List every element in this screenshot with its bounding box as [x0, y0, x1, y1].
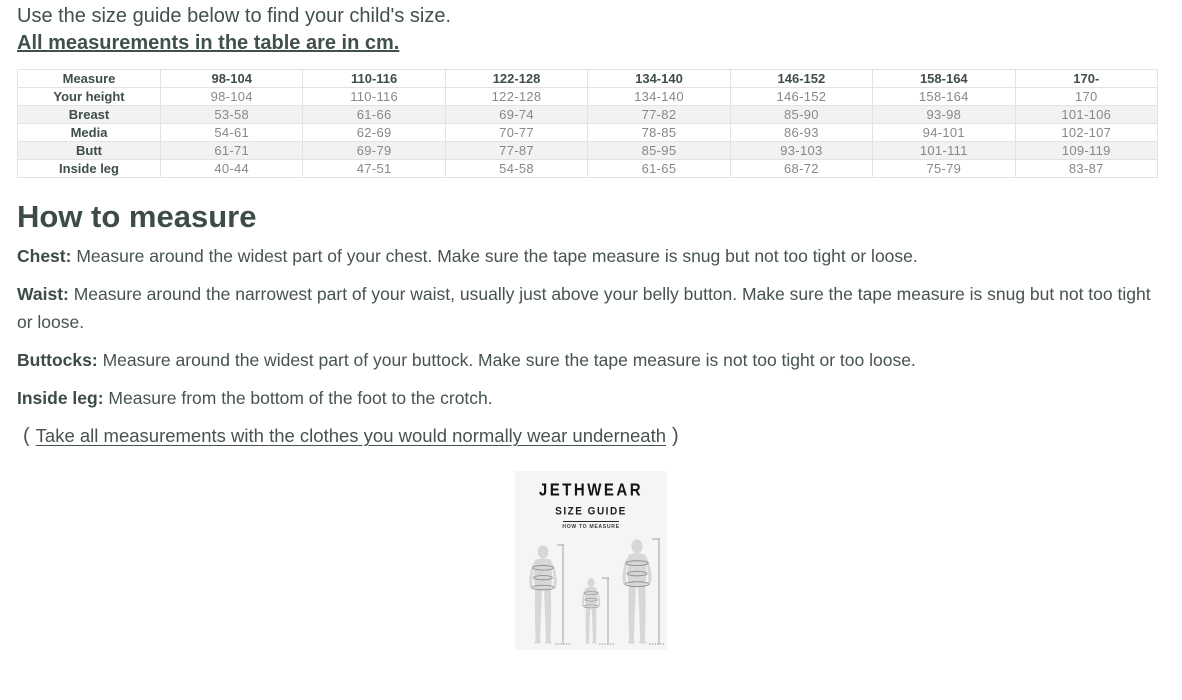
table-cell: 68-72: [730, 160, 872, 178]
table-header-row: [18, 70, 1158, 88]
table-cell: 53-58: [161, 106, 303, 124]
open-paren: (: [23, 425, 30, 447]
intro-text: Use the size guide below to find your child's size.: [17, 5, 452, 27]
table-row-breast: [18, 106, 1158, 124]
size-chart-table: [17, 69, 1158, 178]
brand-logo: JETHWEAR: [538, 480, 644, 501]
table-cell: 78-85: [588, 124, 730, 142]
table-cell: 69-74: [445, 106, 587, 124]
table-cell: 77-82: [588, 106, 730, 124]
table-cell: 134-140: [588, 88, 730, 106]
table-cell: 93-103: [730, 142, 872, 160]
column-header-measure: Measure: [18, 70, 161, 88]
table-cell: 94-101: [873, 124, 1015, 142]
table-cell: 85-90: [730, 106, 872, 124]
table-cell: 98-104: [161, 88, 303, 106]
column-header-122-128: 122-128: [445, 70, 587, 88]
table-cell: 70-77: [445, 124, 587, 142]
table-row-media: [18, 124, 1158, 142]
table-cell: 158-164: [873, 88, 1015, 106]
table-cell: 110-116: [303, 88, 445, 106]
table-cell: 101-106: [1015, 106, 1157, 124]
table-cell: 69-79: [303, 142, 445, 160]
size-guide-illustration: [515, 531, 667, 650]
row-label-butt: Butt: [18, 142, 161, 160]
column-header-158-164: 158-164: [873, 70, 1015, 88]
column-header-110-116: 110-116: [303, 70, 445, 88]
measure-item-waist: [17, 280, 1165, 336]
table-row-butt: [18, 142, 1158, 160]
row-label-your-height: Your height: [18, 88, 161, 106]
table-cell: 54-61: [161, 124, 303, 142]
close-paren: ): [672, 425, 679, 447]
table-cell: 77-87: [445, 142, 587, 160]
table-cell: 93-98: [873, 106, 1015, 124]
image-subtitle: HOW TO MEASURE: [562, 524, 620, 530]
measure-text-buttocks: Measure around the widest part of your buttock. Make sure the tape measure is not too tight or too loose.: [97, 350, 916, 370]
table-cell: 62-69: [303, 124, 445, 142]
column-header-146-152: 146-152: [730, 70, 872, 88]
take-measurements-link[interactable]: Take all measurements with the clothes you would normally wear underneath: [35, 425, 667, 446]
table-cell: 101-111: [873, 142, 1015, 160]
measure-text-inside-leg: Measure from the bottom of the foot to the crotch.: [103, 388, 493, 408]
table-cell: 61-66: [303, 106, 445, 124]
table-cell: 122-128: [445, 88, 587, 106]
table-cell: 47-51: [303, 160, 445, 178]
size-guide-image: [515, 471, 667, 650]
column-header-98-104: 98-104: [161, 70, 303, 88]
table-cell: 109-119: [1015, 142, 1157, 160]
measure-label-buttocks: Buttocks:: [17, 350, 98, 370]
table-cell: 40-44: [161, 160, 303, 178]
table-row-inside-leg: [18, 160, 1158, 178]
table-cell: 75-79: [873, 160, 1015, 178]
table-cell: 61-71: [161, 142, 303, 160]
row-label-media: Media: [18, 124, 161, 142]
measure-text-waist: Measure around the narrowest part of your waist, usually just above your belly button. Make sure the tape measure is snug but not too tight or loose.: [17, 284, 1151, 332]
table-cell: 86-93: [730, 124, 872, 142]
divider: [563, 521, 619, 522]
column-header-170: 170-: [1015, 70, 1157, 88]
table-row-your-height: [18, 88, 1158, 106]
table-cell: 146-152: [730, 88, 872, 106]
table-cell: 102-107: [1015, 124, 1157, 142]
table-cell: 54-58: [445, 160, 587, 178]
units-note: All measurements in the table are in cm.: [17, 32, 400, 54]
underwear-note: [17, 425, 1165, 448]
table-cell: 83-87: [1015, 160, 1157, 178]
image-title: SIZE GUIDE: [555, 505, 627, 518]
measure-label-waist: Waist:: [17, 284, 69, 304]
row-label-breast: Breast: [18, 106, 161, 124]
measure-label-chest: Chest:: [17, 246, 72, 266]
row-label-inside-leg: Inside leg: [18, 160, 161, 178]
measure-text-chest: Measure around the widest part of your chest. Make sure the tape measure is snug but not too tight or loose.: [71, 246, 918, 266]
measure-item-buttocks: [17, 346, 1165, 374]
column-header-134-140: 134-140: [588, 70, 730, 88]
measure-item-inside-leg: [17, 384, 1165, 412]
measure-label-inside-leg: Inside leg:: [17, 388, 104, 408]
table-cell: 61-65: [588, 160, 730, 178]
how-to-measure-heading: How to measure: [17, 199, 257, 234]
measure-item-chest: [17, 242, 1165, 270]
table-cell: 85-95: [588, 142, 730, 160]
table-cell: 170: [1015, 88, 1157, 106]
